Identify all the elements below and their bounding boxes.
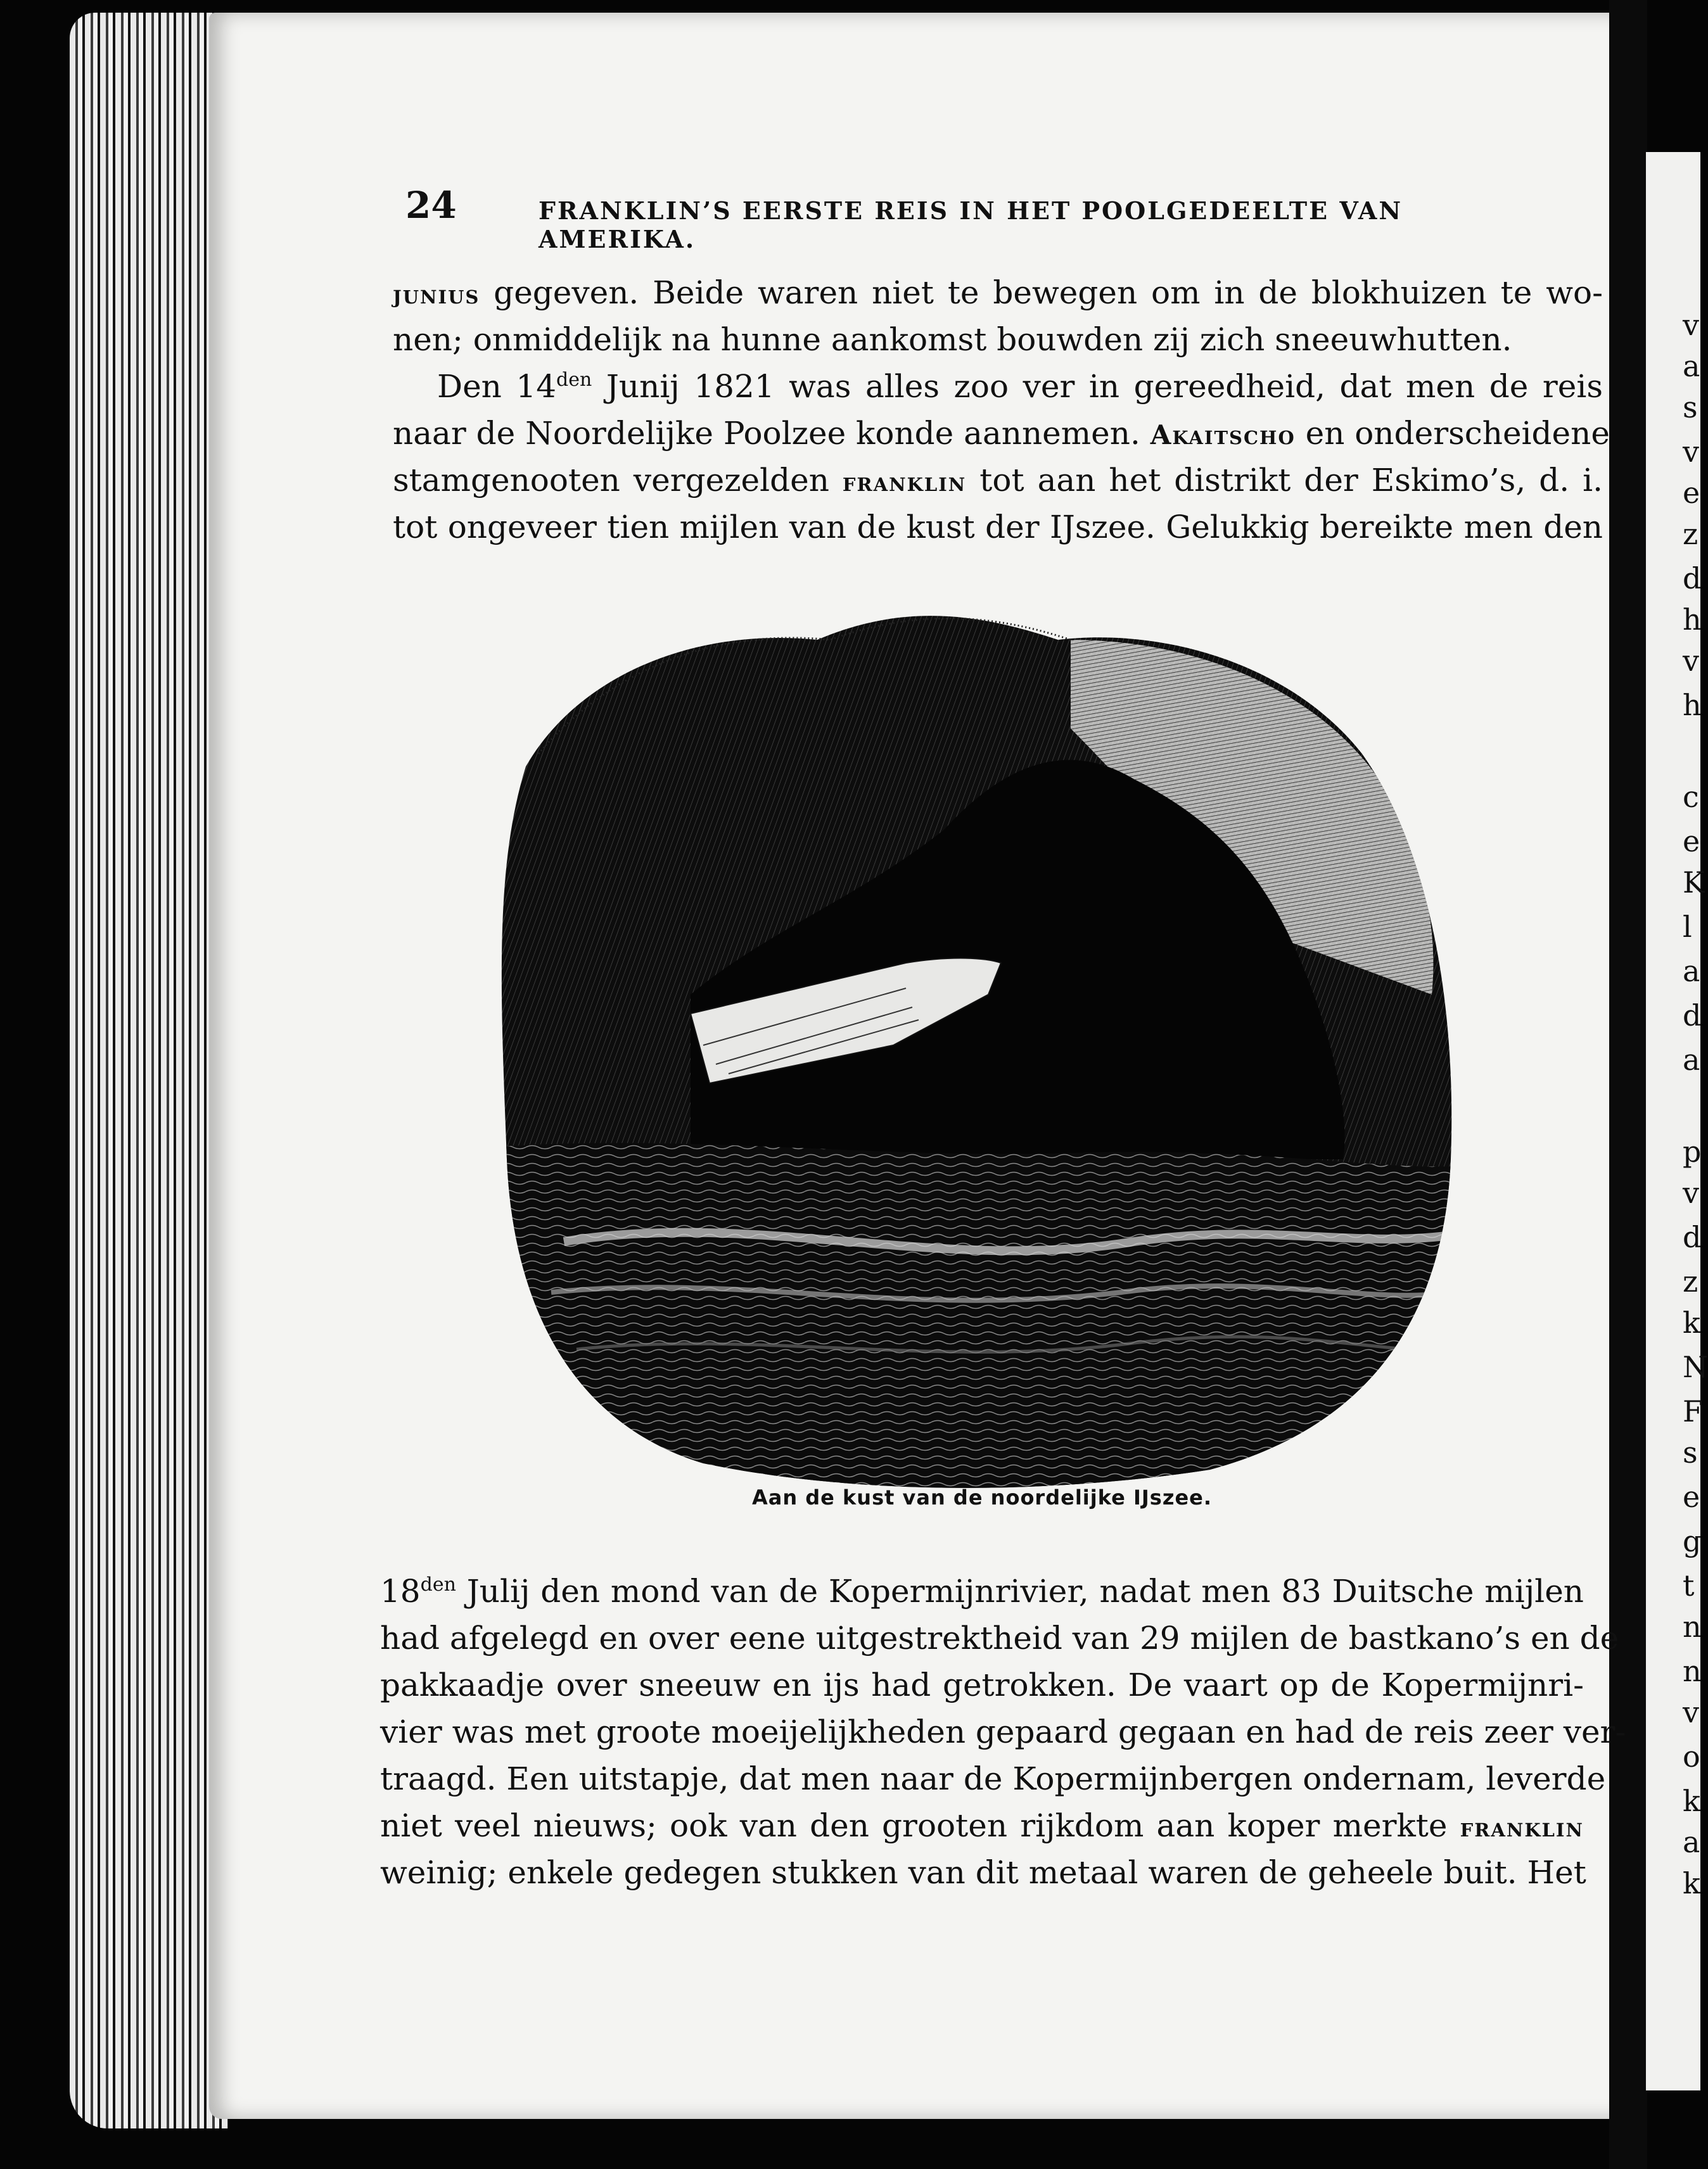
facing-page-letter: h [1683, 602, 1702, 637]
facing-page-letter: N [1683, 1350, 1708, 1384]
facing-page-letter: k [1683, 1866, 1700, 1900]
text-line: vier was met groote moeijelijkheden gepaard gegaan en had de reis zeer ver- [380, 1714, 1626, 1750]
text-line: tot ongeveer tien mijlen van de kust der IJszee. Gelukkig bereikte men den [393, 509, 1603, 545]
facing-page-letter: K [1683, 865, 1705, 900]
text-line: niet veel nieuws; ook van den grooten rijkdom aan koper merkte franklin [380, 1807, 1584, 1844]
facing-page-letter: a [1683, 349, 1700, 383]
text-line: $18^{den}$ Julij den mond van de Kopermijnrivier, nadat men 83 Duitsche mijlen [380, 1573, 1584, 1610]
text-line: traagd. Een uitstapje, dat men naar de Kopermijnbergen ondernam, leverde [380, 1760, 1606, 1797]
facing-page-letter: z [1683, 1264, 1698, 1299]
text-line: stamgenooten vergezelden franklin tot aan het distrikt der Eskimo’s, d. i. [393, 462, 1603, 499]
text-line: junius gegeven. Beide waren niet te bewegen om in de blokhuizen te wo- [393, 274, 1603, 311]
facing-page-letter: a [1683, 1043, 1700, 1077]
facing-page-letter: a [1683, 1825, 1700, 1859]
text-line: Den $14^{den}$ Junij 1821 was alles zoo ver in gereedheid, dat men de reis [437, 368, 1603, 405]
facing-page-letter: k [1683, 1784, 1700, 1818]
facing-page-letter: v [1683, 1176, 1699, 1210]
text-line: weinig; enkele gedegen stukken van dit metaal waren de geheele buit. Het [380, 1854, 1586, 1891]
text-line: nen; onmiddelijk na hunne aankomst bouwden zij zich sneeuwhutten. [393, 321, 1512, 358]
facing-page-letter: g [1683, 1524, 1702, 1558]
facing-page-letter: e [1683, 1480, 1700, 1514]
facing-page-letter: F [1683, 1394, 1703, 1428]
page-edges [70, 13, 228, 2128]
facing-page-letter: a [1683, 954, 1700, 988]
facing-page-letter: l [1683, 910, 1692, 944]
facing-page-letter: k [1683, 1306, 1700, 1340]
facing-page-letter: s [1683, 390, 1698, 424]
facing-page-letter: e [1683, 824, 1700, 858]
facing-page-letter: n [1683, 1610, 1702, 1644]
facing-page-letter: n [1683, 1654, 1702, 1688]
facing-page-letter: c [1683, 780, 1699, 814]
facing-page-letter: z [1683, 517, 1698, 551]
facing-page-letter: h [1683, 688, 1702, 722]
facing-page-letter: v [1683, 644, 1699, 678]
facing-page-letter: s [1683, 1435, 1698, 1470]
facing-page-letter: e [1683, 476, 1700, 510]
facing-page-letter: d [1683, 998, 1702, 1033]
small-caps-name: junius [393, 279, 480, 310]
facing-page-letter: t [1683, 1568, 1695, 1603]
facing-page-letter: d [1683, 1220, 1702, 1254]
facing-page-letter: v [1683, 1695, 1699, 1729]
figure-caption: Aan de kust van de noordelijke IJszee. [751, 1485, 1213, 1510]
facing-page-letter: p [1683, 1135, 1702, 1169]
top-paragraph [393, 269, 1610, 550]
text-line: had afgelegd en over eene uitgestrektheid van 29 mijlen de bastkano’s en de [380, 1620, 1619, 1657]
small-caps-name: franklin [1460, 1812, 1584, 1843]
facing-page-letter: v [1683, 435, 1699, 469]
small-caps-name: franklin [842, 466, 967, 497]
book-gutter [1609, 0, 1647, 2169]
engraving-illustration [500, 602, 1463, 1489]
small-caps-name: Akaitscho [1150, 419, 1296, 450]
text-line: naar de Noordelijke Poolzee konde aannemen. Akaitscho en onderscheidene [393, 415, 1610, 452]
facing-page-letter: o [1683, 1740, 1700, 1774]
page-header [405, 184, 1470, 253]
page-number: 24 [405, 184, 457, 227]
text-line: pakkaadje over sneeuw en ijs had getrokken. De vaart op de Kopermijnri- [380, 1667, 1584, 1703]
facing-page-letter: d [1683, 561, 1702, 595]
bottom-paragraph [380, 1568, 1626, 1896]
facing-page-letter: v [1683, 308, 1699, 342]
running-head: FRANKLIN’S EERSTE REIS IN HET POOLGEDEELTE VAN AMERIKA. [539, 196, 1403, 253]
